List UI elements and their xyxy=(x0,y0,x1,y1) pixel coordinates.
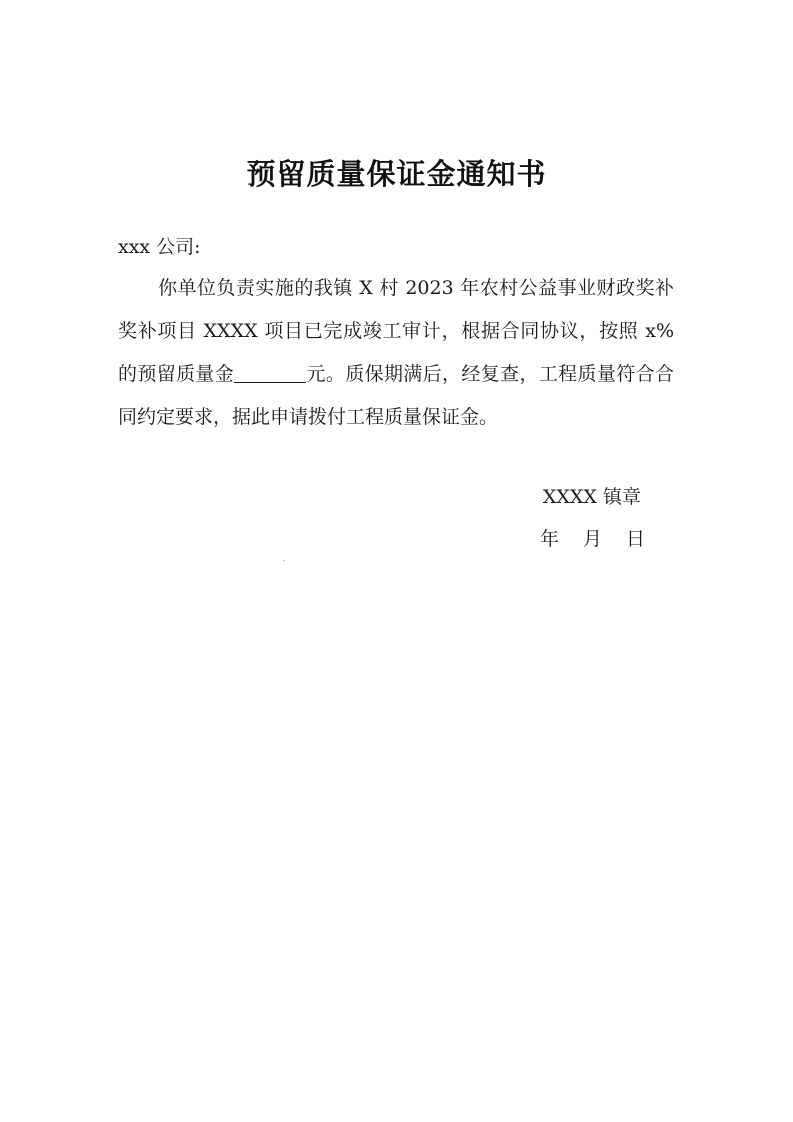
date-line xyxy=(540,524,669,551)
body-paragraph xyxy=(118,267,674,439)
paragraph-text-after-blank: 元。质保期满后，经复查，工程质量符合合同约定要求，据此申请拨付工程质量保证金。 xyxy=(118,363,674,428)
date-year: 年 xyxy=(540,528,560,550)
date-month: 月 xyxy=(583,528,603,550)
amount-blank-line xyxy=(234,362,306,383)
date-day: 日 xyxy=(626,528,646,550)
document-title: 预留质量保证金通知书 xyxy=(246,157,547,191)
scan-speck xyxy=(283,560,285,561)
paragraph-text-before-blank: 你单位负责实施的我镇 X 村 2023 年农村公益事业财政奖补奖补项目 XXXX 项目已完成竣工审计，根据合同协议，按照 x%的预留质量金 xyxy=(118,277,674,385)
salutation: xxx 公司: xyxy=(118,236,201,258)
signature-seal-text: XXXX 镇章 xyxy=(542,486,641,508)
